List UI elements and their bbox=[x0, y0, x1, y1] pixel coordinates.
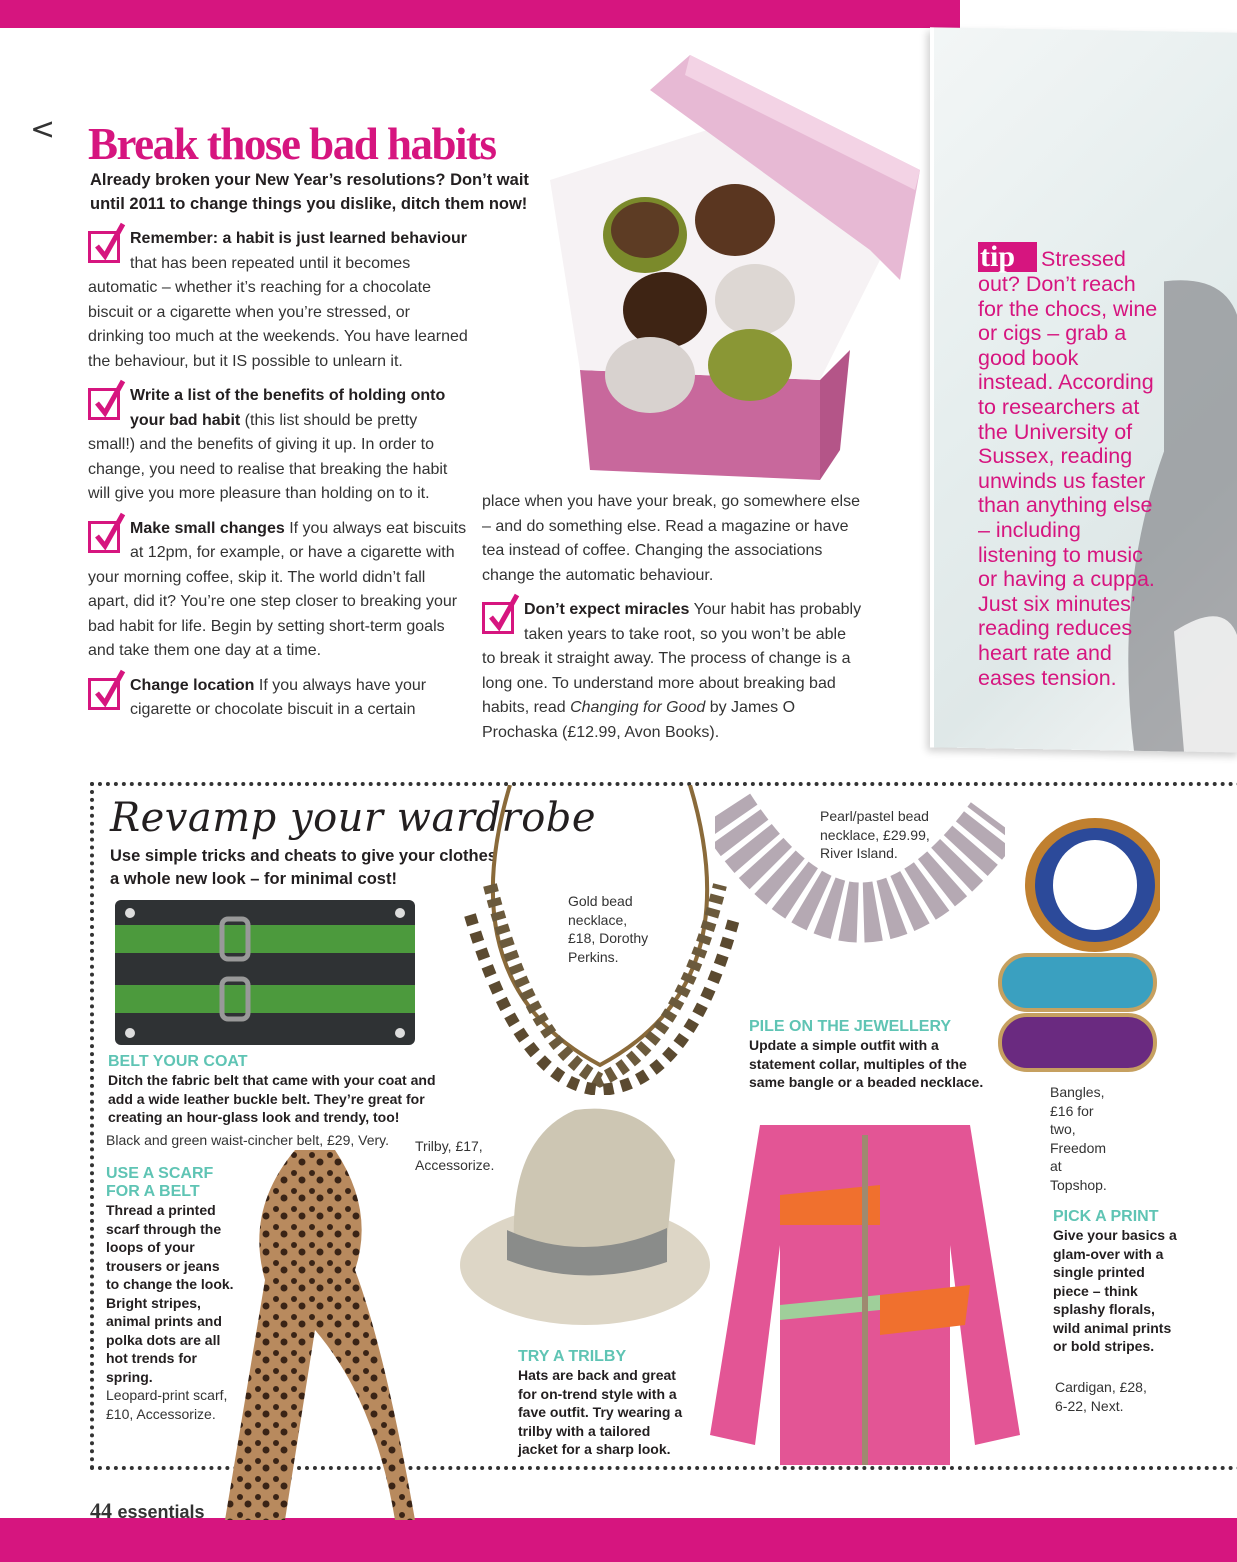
book-credit: by James O Prochaska (£12.99, Avon Books). bbox=[482, 699, 796, 741]
point-body: that has been repeated until it becomes automatic – whether it’s reaching for a chocolate biscuit or a cigarette when you’re stressed, or drinking too much at the weekends. You have learned the behaviour, but it IS possible to unlearn it. bbox=[88, 254, 468, 370]
print-body: Give your basics a glam-over with a single printed piece – think splashy florals, wild animal prints or bold stripes. bbox=[1053, 1227, 1177, 1354]
jewellery-body: Update a simple outfit with a statement collar, multiples of the same bangle or a beaded necklace. bbox=[749, 1037, 984, 1090]
checkbox-tick-icon bbox=[88, 678, 120, 710]
point-lead: Remember: a habit is just learned behaviour bbox=[130, 230, 467, 247]
page-folio bbox=[90, 1498, 205, 1524]
cardigan-caption: Cardigan, £28, 6-22, Next. bbox=[1055, 1379, 1147, 1414]
page-number: 44 bbox=[90, 1498, 112, 1523]
point-lead: Make small changes bbox=[130, 519, 285, 537]
leopard-scarf-image bbox=[145, 1150, 415, 1525]
jewellery-heading: PILE ON THE JEWELLERY bbox=[749, 1018, 952, 1035]
article-column-2 bbox=[482, 490, 862, 755]
habit-point-1 bbox=[88, 227, 468, 374]
pink-cardigan-image bbox=[700, 1095, 1030, 1480]
belt-block bbox=[108, 1053, 438, 1127]
belt-heading: BELT YOUR COAT bbox=[108, 1053, 248, 1070]
print-heading: PICK A PRINT bbox=[1053, 1208, 1159, 1225]
bangles-caption: Bangles, £16 for two, Freedom at Topshop. bbox=[1050, 1084, 1107, 1193]
point-lead: Don’t expect miracles bbox=[524, 601, 690, 618]
top-color-bar bbox=[0, 0, 960, 28]
habit-point-5 bbox=[482, 598, 862, 745]
trilby-block bbox=[518, 1348, 683, 1459]
habit-point-4 bbox=[88, 674, 468, 723]
habit-point-3 bbox=[88, 517, 468, 664]
scarf-body: Thread a printed scarf through the loops of your trousers or jeans to change the look. Bright stripes, animal prints and polka dots are all hot trends for spring. bbox=[106, 1202, 234, 1385]
back-arrow-icon[interactable]: < bbox=[30, 112, 56, 147]
point-body: (this list should be pretty small!) and the benefits of giving it up. In order to change, you need to realise that breaking the habit will give you more pleasure than holding on to it. bbox=[88, 411, 448, 502]
bangles-image bbox=[995, 815, 1160, 1085]
trilby-caption: Trilby, £17, Accessorize. bbox=[415, 1138, 495, 1173]
article-headline: Break those bad habits bbox=[88, 119, 496, 169]
pearl-necklace-caption: Pearl/pastel bead necklace, £29.99, River Island. bbox=[820, 808, 930, 861]
continuation-text: place when you have your break, go somewhere else – and do something else. Read a magazine or have tea instead of coffee. Changing the associations change the automatic behaviour. bbox=[482, 493, 860, 584]
scarf-heading-line-1: USE A SCARF bbox=[106, 1165, 214, 1182]
scarf-caption: Leopard-print scarf, £10, Accessorize. bbox=[106, 1387, 228, 1422]
print-block bbox=[1053, 1208, 1183, 1356]
point-body: If you always eat biscuits at 12pm, for example, or have a cigarette with your morning coffee, skip it. The world didn’t fall apart, did it? You’re one step closer to breaking your bad habit for life. Begin by setting short-term goals and take them one day at a time. bbox=[88, 519, 467, 659]
point-lead: Write a list of the benefits of holding onto your bad habit bbox=[130, 387, 446, 429]
trilby-hat-image bbox=[445, 1100, 715, 1355]
checkbox-tick-icon bbox=[88, 388, 120, 420]
tip-tag: tip bbox=[978, 242, 1037, 272]
belt-caption: Black and green waist-cincher belt, £29, Very. bbox=[106, 1132, 390, 1148]
trilby-body: Hats are back and great for on-trend style with a fave outfit. Try wearing a trilby with a tailored jacket for a sharp look. bbox=[518, 1367, 683, 1457]
book-title: Changing for Good bbox=[570, 699, 706, 716]
article-column-1 bbox=[88, 227, 468, 733]
trilby-heading: TRY A TRILBY bbox=[518, 1348, 627, 1365]
article-standfirst: Already broken your New Year’s resolutions? Don’t wait until 2011 to change things you dislike, ditch them now! bbox=[90, 171, 529, 213]
tip-text: Stressed out? Don’t reach for the chocs, wine or cigs – grab a good book instead. According to researchers at the University of Sussex, reading unwinds us faster than anything else – including listening to music or having a cuppa. Just six minutes’ reading reduces heart rate and eases tension. bbox=[978, 247, 1158, 690]
magazine-logo: essentials bbox=[117, 1502, 205, 1522]
habit-point-2 bbox=[88, 384, 468, 507]
waist-cincher-belt-image bbox=[110, 895, 420, 1055]
wardrobe-title: Revamp your wardrobe bbox=[110, 795, 597, 841]
scarf-heading-line-2: FOR A BELT bbox=[106, 1183, 200, 1200]
point-lead: Change location bbox=[130, 676, 255, 694]
point-body: If you always have your cigarette or chocolate biscuit in a certain bbox=[130, 676, 427, 718]
checkbox-tick-icon bbox=[88, 231, 120, 263]
belt-body: Ditch the fabric belt that came with your coat and add a wide leather buckle belt. They’re great for creating an hour-glass look and trendy, too! bbox=[108, 1072, 436, 1125]
checkbox-tick-icon bbox=[482, 602, 514, 634]
chocolate-truffle-box-image bbox=[520, 50, 940, 490]
tip-box bbox=[978, 242, 1158, 690]
point-body: Your habit has probably taken years to take root, so you won’t be able to break it straight away. The process of change is a long one. To understand more about breaking bad habits, read bbox=[482, 601, 862, 716]
checkbox-tick-icon bbox=[88, 521, 120, 553]
wardrobe-subtitle: Use simple tricks and cheats to give your clothes a whole new look – for minimal cost! bbox=[110, 847, 497, 888]
jewellery-block bbox=[749, 1018, 984, 1092]
gold-necklace-caption: Gold bead necklace, £18, Dorothy Perkins. bbox=[568, 893, 649, 965]
